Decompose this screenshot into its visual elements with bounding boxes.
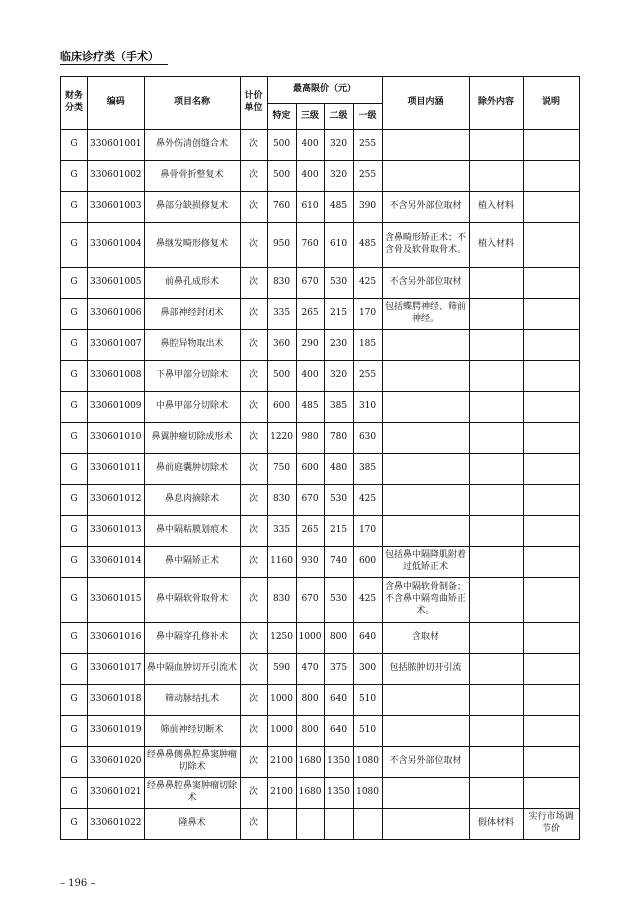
- exclusion-cell: [469, 578, 523, 623]
- table-row: [61, 423, 580, 454]
- exclusion-cell: [469, 361, 523, 392]
- name-cell: 前鼻孔成形术: [144, 268, 240, 299]
- price-level1-cell: 310: [353, 392, 382, 423]
- code-cell: 330601016: [88, 623, 145, 654]
- content-cell: [382, 778, 469, 809]
- price-level2-cell: 485: [324, 192, 353, 223]
- price-level1-cell: 1080: [353, 778, 382, 809]
- price-level3-cell: 265: [296, 516, 324, 547]
- content-cell: [382, 516, 469, 547]
- category-cell: G: [61, 747, 88, 778]
- exclusion-cell: [469, 516, 523, 547]
- code-cell: 330601012: [88, 485, 145, 516]
- unit-cell: 次: [240, 223, 267, 268]
- price-level1-cell: 390: [353, 192, 382, 223]
- code-cell: 330601003: [88, 192, 145, 223]
- code-cell: 330601011: [88, 454, 145, 485]
- table-row: [61, 654, 580, 685]
- content-cell: [382, 685, 469, 716]
- col-header-content: 项目内涵: [382, 77, 469, 130]
- note-cell: [523, 392, 579, 423]
- note-cell: [523, 161, 579, 192]
- col-header-price-level3: 三级: [296, 104, 324, 130]
- code-cell: 330601013: [88, 516, 145, 547]
- table-row: [61, 361, 580, 392]
- category-cell: G: [61, 130, 88, 161]
- unit-cell: 次: [240, 747, 267, 778]
- table-row: [61, 392, 580, 423]
- col-header-exclusion: 除外内容: [469, 77, 523, 130]
- exclusion-cell: [469, 547, 523, 578]
- price-special-cell: 335: [267, 516, 296, 547]
- price-level3-cell: 400: [296, 361, 324, 392]
- price-level2-cell: 610: [324, 223, 353, 268]
- price-level1-cell: 425: [353, 268, 382, 299]
- category-cell: G: [61, 654, 88, 685]
- name-cell: 鼻骨骨折整复术: [144, 161, 240, 192]
- unit-cell: 次: [240, 654, 267, 685]
- price-level1-cell: 385: [353, 454, 382, 485]
- name-cell: 鼻中隔血肿切开引流术: [144, 654, 240, 685]
- price-level1-cell: 510: [353, 685, 382, 716]
- name-cell: 鼻息肉摘除术: [144, 485, 240, 516]
- price-level2-cell: 320: [324, 361, 353, 392]
- content-cell: [382, 809, 469, 840]
- code-cell: 330601009: [88, 392, 145, 423]
- content-cell: 包括蝶腭神经、筛前神经。: [382, 299, 469, 330]
- unit-cell: 次: [240, 716, 267, 747]
- table-row: [61, 299, 580, 330]
- code-cell: 330601019: [88, 716, 145, 747]
- exclusion-cell: [469, 268, 523, 299]
- category-cell: G: [61, 223, 88, 268]
- category-cell: G: [61, 685, 88, 716]
- unit-cell: 次: [240, 685, 267, 716]
- unit-cell: 次: [240, 485, 267, 516]
- name-cell: 鼻前庭囊肿切除术: [144, 454, 240, 485]
- code-cell: 330601020: [88, 747, 145, 778]
- price-level3-cell: 400: [296, 161, 324, 192]
- price-level3-cell: 800: [296, 685, 324, 716]
- price-level1-cell: 255: [353, 161, 382, 192]
- category-cell: G: [61, 778, 88, 809]
- name-cell: 鼻继发畸形修复术: [144, 223, 240, 268]
- code-cell: 330601022: [88, 809, 145, 840]
- price-level3-cell: 670: [296, 485, 324, 516]
- table-row: [61, 623, 580, 654]
- category-cell: G: [61, 809, 88, 840]
- exclusion-cell: [469, 161, 523, 192]
- content-cell: 不含另外部位取材: [382, 268, 469, 299]
- content-cell: 不含另外部位取材: [382, 747, 469, 778]
- exclusion-cell: [469, 778, 523, 809]
- price-level1-cell: 255: [353, 130, 382, 161]
- name-cell: 经鼻鼻腔鼻窦肿瘤切除术: [144, 778, 240, 809]
- price-level1-cell: 185: [353, 330, 382, 361]
- price-level3-cell: 610: [296, 192, 324, 223]
- price-special-cell: 500: [267, 361, 296, 392]
- price-level2-cell: 1350: [324, 747, 353, 778]
- exclusion-cell: [469, 454, 523, 485]
- section-title: 临床诊疗类（手术）: [60, 50, 159, 63]
- note-cell: [523, 578, 579, 623]
- note-cell: [523, 330, 579, 361]
- exclusion-cell: [469, 654, 523, 685]
- unit-cell: 次: [240, 299, 267, 330]
- table-row: [61, 778, 580, 809]
- table-row: [61, 268, 580, 299]
- content-cell: 含鼻畸形矫正术；不含骨及软骨取骨术。: [382, 223, 469, 268]
- content-cell: [382, 361, 469, 392]
- price-special-cell: 1220: [267, 423, 296, 454]
- name-cell: 隆鼻术: [144, 809, 240, 840]
- price-level1-cell: 425: [353, 578, 382, 623]
- price-level2-cell: 320: [324, 130, 353, 161]
- col-header-note: 说明: [523, 77, 579, 130]
- exclusion-cell: [469, 716, 523, 747]
- exclusion-cell: [469, 330, 523, 361]
- price-level2-cell: 215: [324, 299, 353, 330]
- table-row: [61, 330, 580, 361]
- name-cell: 筛动脉结扎术: [144, 685, 240, 716]
- note-cell: [523, 454, 579, 485]
- price-level3-cell: 800: [296, 716, 324, 747]
- col-header-category: 财务分类: [61, 77, 88, 130]
- content-cell: [382, 161, 469, 192]
- price-level2-cell: 640: [324, 685, 353, 716]
- content-cell: [382, 330, 469, 361]
- note-cell: [523, 130, 579, 161]
- content-cell: 含鼻中隔软骨制备；不含鼻中隔弯曲矫正术。: [382, 578, 469, 623]
- exclusion-cell: [469, 623, 523, 654]
- price-level1-cell: 1080: [353, 747, 382, 778]
- name-cell: 筛前神经切断术: [144, 716, 240, 747]
- price-level3-cell: 1680: [296, 778, 324, 809]
- unit-cell: 次: [240, 516, 267, 547]
- col-header-price-level2: 二级: [324, 104, 353, 130]
- note-cell: [523, 192, 579, 223]
- name-cell: 鼻部分缺损修复术: [144, 192, 240, 223]
- exclusion-cell: [469, 392, 523, 423]
- table-row: [61, 809, 580, 840]
- price-special-cell: 335: [267, 299, 296, 330]
- page-number: – 196 –: [60, 878, 96, 889]
- col-header-unit: 计价单位: [240, 77, 267, 130]
- category-cell: G: [61, 361, 88, 392]
- price-level3-cell: 1680: [296, 747, 324, 778]
- price-level3-cell: 265: [296, 299, 324, 330]
- price-special-cell: 1160: [267, 547, 296, 578]
- code-cell: 330601002: [88, 161, 145, 192]
- price-level3-cell: 980: [296, 423, 324, 454]
- price-level1-cell: 510: [353, 716, 382, 747]
- content-cell: 不含另外部位取材: [382, 192, 469, 223]
- price-special-cell: 360: [267, 330, 296, 361]
- note-cell: [523, 223, 579, 268]
- exclusion-cell: [469, 299, 523, 330]
- code-cell: 330601014: [88, 547, 145, 578]
- unit-cell: 次: [240, 130, 267, 161]
- price-level2-cell: 640: [324, 716, 353, 747]
- content-cell: 含取材: [382, 623, 469, 654]
- price-level1-cell: [353, 809, 382, 840]
- price-level1-cell: 170: [353, 516, 382, 547]
- table-row: [61, 223, 580, 268]
- table-row: [61, 716, 580, 747]
- price-level1-cell: 640: [353, 623, 382, 654]
- price-level3-cell: 930: [296, 547, 324, 578]
- price-level2-cell: 530: [324, 268, 353, 299]
- price-special-cell: 830: [267, 268, 296, 299]
- price-special-cell: 830: [267, 485, 296, 516]
- category-cell: G: [61, 423, 88, 454]
- price-special-cell: 1250: [267, 623, 296, 654]
- code-cell: 330601007: [88, 330, 145, 361]
- name-cell: 鼻腔异物取出术: [144, 330, 240, 361]
- table-row: [61, 161, 580, 192]
- content-cell: [382, 423, 469, 454]
- unit-cell: 次: [240, 330, 267, 361]
- note-cell: 实行市场调节价: [523, 809, 579, 840]
- category-cell: G: [61, 192, 88, 223]
- code-cell: 330601004: [88, 223, 145, 268]
- note-cell: [523, 423, 579, 454]
- price-level3-cell: 1000: [296, 623, 324, 654]
- price-level3-cell: 760: [296, 223, 324, 268]
- code-cell: 330601008: [88, 361, 145, 392]
- price-table: [60, 76, 580, 840]
- exclusion-cell: 植入材料: [469, 192, 523, 223]
- content-cell: [382, 485, 469, 516]
- price-special-cell: [267, 809, 296, 840]
- unit-cell: 次: [240, 778, 267, 809]
- exclusion-cell: [469, 423, 523, 454]
- price-special-cell: 600: [267, 392, 296, 423]
- unit-cell: 次: [240, 392, 267, 423]
- price-special-cell: 1000: [267, 716, 296, 747]
- price-special-cell: 500: [267, 130, 296, 161]
- content-cell: 包括鼻中隔降肌附着过低矫正术: [382, 547, 469, 578]
- table-row: [61, 747, 580, 778]
- price-special-cell: 750: [267, 454, 296, 485]
- category-cell: G: [61, 392, 88, 423]
- note-cell: [523, 516, 579, 547]
- note-cell: [523, 547, 579, 578]
- unit-cell: 次: [240, 454, 267, 485]
- note-cell: [523, 361, 579, 392]
- name-cell: 鼻翼肿瘤切除成形术: [144, 423, 240, 454]
- price-level2-cell: 320: [324, 161, 353, 192]
- name-cell: 鼻中隔穿孔修补术: [144, 623, 240, 654]
- category-cell: G: [61, 330, 88, 361]
- col-header-code: 编码: [88, 77, 145, 130]
- price-level3-cell: 485: [296, 392, 324, 423]
- category-cell: G: [61, 161, 88, 192]
- price-level2-cell: 215: [324, 516, 353, 547]
- price-level2-cell: 385: [324, 392, 353, 423]
- name-cell: 鼻外伤清创缝合术: [144, 130, 240, 161]
- price-special-cell: 2100: [267, 778, 296, 809]
- note-cell: [523, 778, 579, 809]
- unit-cell: 次: [240, 192, 267, 223]
- category-cell: G: [61, 623, 88, 654]
- table-row: [61, 578, 580, 623]
- price-special-cell: 590: [267, 654, 296, 685]
- name-cell: 鼻中隔矫正术: [144, 547, 240, 578]
- category-cell: G: [61, 578, 88, 623]
- content-cell: 包括脓肿切开引流: [382, 654, 469, 685]
- price-level1-cell: 600: [353, 547, 382, 578]
- code-cell: 330601015: [88, 578, 145, 623]
- exclusion-cell: 假体材料: [469, 809, 523, 840]
- category-cell: G: [61, 299, 88, 330]
- exclusion-cell: [469, 485, 523, 516]
- content-cell: [382, 716, 469, 747]
- price-level2-cell: 375: [324, 654, 353, 685]
- unit-cell: 次: [240, 423, 267, 454]
- unit-cell: 次: [240, 161, 267, 192]
- col-header-price-group: 最高限价（元）: [267, 77, 382, 104]
- table-row: [61, 454, 580, 485]
- name-cell: 下鼻甲部分切除术: [144, 361, 240, 392]
- name-cell: 经鼻鼻侧鼻腔鼻窦肿瘤切除术: [144, 747, 240, 778]
- price-level3-cell: 290: [296, 330, 324, 361]
- price-level1-cell: 425: [353, 485, 382, 516]
- price-special-cell: 950: [267, 223, 296, 268]
- price-level2-cell: 1350: [324, 778, 353, 809]
- code-cell: 330601021: [88, 778, 145, 809]
- exclusion-cell: [469, 130, 523, 161]
- price-level3-cell: [296, 809, 324, 840]
- unit-cell: 次: [240, 809, 267, 840]
- price-special-cell: 2100: [267, 747, 296, 778]
- price-level3-cell: 670: [296, 268, 324, 299]
- price-level2-cell: 800: [324, 623, 353, 654]
- code-cell: 330601017: [88, 654, 145, 685]
- category-cell: G: [61, 516, 88, 547]
- name-cell: 鼻中隔粘膜划痕术: [144, 516, 240, 547]
- price-level1-cell: 485: [353, 223, 382, 268]
- section-title-underline: [60, 64, 168, 65]
- price-level1-cell: 300: [353, 654, 382, 685]
- price-level3-cell: 600: [296, 454, 324, 485]
- note-cell: [523, 716, 579, 747]
- price-special-cell: 1000: [267, 685, 296, 716]
- code-cell: 330601018: [88, 685, 145, 716]
- name-cell: 中鼻甲部分切除术: [144, 392, 240, 423]
- price-level1-cell: 255: [353, 361, 382, 392]
- name-cell: 鼻部神经封闭术: [144, 299, 240, 330]
- table-row: [61, 685, 580, 716]
- table-row: [61, 516, 580, 547]
- note-cell: [523, 747, 579, 778]
- category-cell: G: [61, 454, 88, 485]
- price-level2-cell: 530: [324, 578, 353, 623]
- col-header-price-special: 特定: [267, 104, 296, 130]
- unit-cell: 次: [240, 578, 267, 623]
- table-row: [61, 192, 580, 223]
- price-level2-cell: 740: [324, 547, 353, 578]
- price-level2-cell: 230: [324, 330, 353, 361]
- name-cell: 鼻中隔软骨取骨术: [144, 578, 240, 623]
- content-cell: [382, 130, 469, 161]
- exclusion-cell: [469, 685, 523, 716]
- price-level2-cell: 530: [324, 485, 353, 516]
- unit-cell: 次: [240, 361, 267, 392]
- note-cell: [523, 485, 579, 516]
- price-special-cell: 500: [267, 161, 296, 192]
- price-level3-cell: 670: [296, 578, 324, 623]
- unit-cell: 次: [240, 623, 267, 654]
- table-row: [61, 547, 580, 578]
- content-cell: [382, 392, 469, 423]
- table-row: [61, 130, 580, 161]
- category-cell: G: [61, 485, 88, 516]
- category-cell: G: [61, 716, 88, 747]
- unit-cell: 次: [240, 268, 267, 299]
- category-cell: G: [61, 547, 88, 578]
- table-row: [61, 485, 580, 516]
- unit-cell: 次: [240, 547, 267, 578]
- note-cell: [523, 654, 579, 685]
- price-level2-cell: 780: [324, 423, 353, 454]
- code-cell: 330601010: [88, 423, 145, 454]
- category-cell: G: [61, 268, 88, 299]
- price-level1-cell: 170: [353, 299, 382, 330]
- exclusion-cell: 植入材料: [469, 223, 523, 268]
- code-cell: 330601005: [88, 268, 145, 299]
- price-level2-cell: [324, 809, 353, 840]
- price-level2-cell: 480: [324, 454, 353, 485]
- exclusion-cell: [469, 747, 523, 778]
- price-level1-cell: 630: [353, 423, 382, 454]
- code-cell: 330601001: [88, 130, 145, 161]
- note-cell: [523, 268, 579, 299]
- note-cell: [523, 685, 579, 716]
- note-cell: [523, 299, 579, 330]
- col-header-price-level1: 一级: [353, 104, 382, 130]
- content-cell: [382, 454, 469, 485]
- price-level3-cell: 400: [296, 130, 324, 161]
- col-header-name: 项目名称: [144, 77, 240, 130]
- price-level3-cell: 470: [296, 654, 324, 685]
- code-cell: 330601006: [88, 299, 145, 330]
- note-cell: [523, 623, 579, 654]
- price-special-cell: 760: [267, 192, 296, 223]
- price-special-cell: 830: [267, 578, 296, 623]
